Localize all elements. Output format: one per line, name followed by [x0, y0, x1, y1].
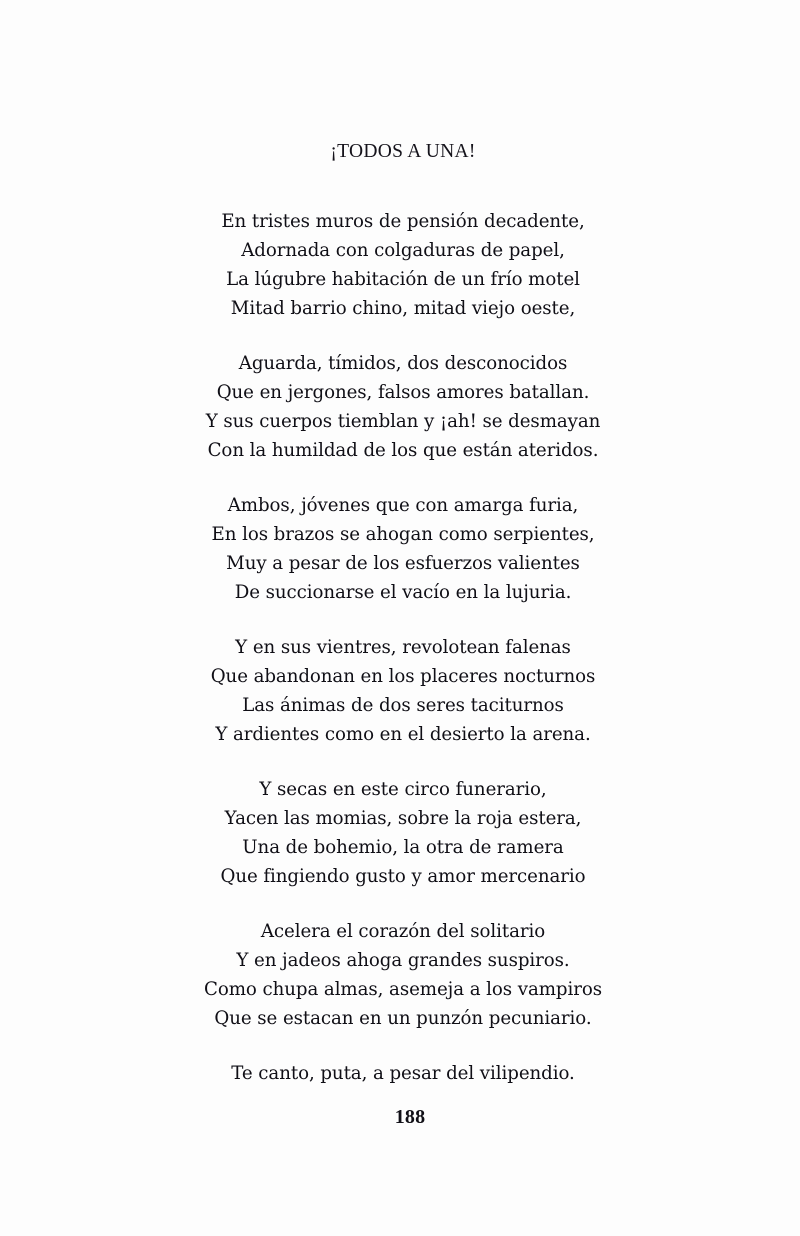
verse-line: Las ánimas de dos seres taciturnos — [242, 695, 564, 717]
verse-line: Acelera el corazón del solitario — [260, 921, 546, 943]
verse-line: Que fingiendo gusto y amor mercenario — [220, 866, 586, 888]
stanza — [0, 207, 800, 323]
verse-line: De succionarse el vacío en la lujuria. — [234, 582, 572, 604]
stanza — [0, 349, 800, 465]
verse-line: Te canto, puta, a pesar del vilipendio. — [231, 1063, 575, 1085]
poem-title: ¡TODOS A UNA! — [330, 141, 476, 162]
page-number: 188 — [394, 1106, 426, 1128]
verse-line: Que en jergones, falsos amores batallan. — [216, 382, 590, 404]
stanza — [0, 633, 800, 749]
verse-line: Con la humildad de los que están ateridos. — [207, 440, 599, 462]
verse-line: Que se estacan en un punzón pecuniario. — [214, 1008, 592, 1030]
poem-body — [0, 140, 800, 1088]
verse-line: Y ardientes como en el desierto la arena. — [215, 724, 591, 746]
verse-line: Y en sus vientres, revolotean falenas — [235, 637, 571, 659]
stanza — [0, 491, 800, 607]
verse-line: Y sus cuerpos tiemblan y ¡ah! se desmayan — [205, 411, 601, 433]
verse-line: Muy a pesar de los esfuerzos valientes — [226, 553, 580, 575]
verse-line: Ambos, jóvenes que con amarga furia, — [227, 495, 579, 517]
stanza-container — [0, 207, 800, 1088]
verse-line: Que abandonan en los placeres nocturnos — [210, 666, 596, 688]
stanza — [0, 775, 800, 891]
verse-line: Como chupa almas, asemeja a los vampiros — [204, 979, 602, 1001]
verse-line: Y secas en este circo funerario, — [259, 779, 547, 801]
verse-line: En tristes muros de pensión decadente, — [221, 211, 585, 233]
verse-line: La lúgubre habitación de un frío motel — [226, 269, 580, 291]
stanza — [0, 1059, 800, 1088]
verse-line: En los brazos se ahogan como serpientes, — [211, 524, 595, 546]
verse-line: Adornada con colgaduras de papel, — [241, 240, 565, 262]
verse-line: Una de bohemio, la otra de ramera — [242, 837, 564, 859]
verse-line: Yacen las momias, sobre la roja estera, — [224, 808, 582, 830]
verse-line: Y en jadeos ahoga grandes suspiros. — [236, 950, 570, 972]
verse-line: Aguarda, tímidos, dos desconocidos — [238, 353, 568, 375]
verse-line: Mitad barrio chino, mitad viejo oeste, — [230, 298, 576, 320]
stanza — [0, 917, 800, 1033]
